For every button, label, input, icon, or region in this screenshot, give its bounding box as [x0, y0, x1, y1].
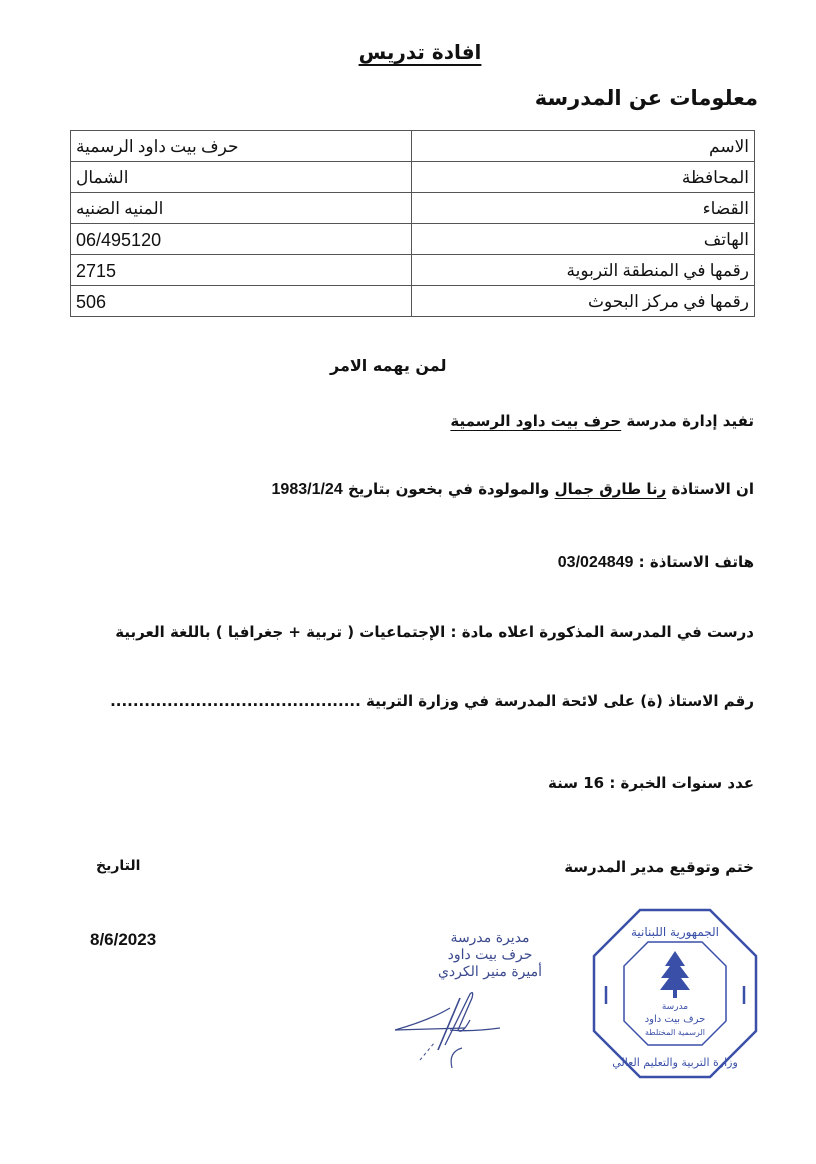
school-info-heading: معلومات عن المدرسة	[534, 86, 758, 110]
signature-label: ختم وتوقيع مدير المدرسة	[564, 858, 754, 876]
handwritten-signature	[390, 990, 510, 1070]
governorate-value: الشمال	[76, 168, 129, 187]
educational-zone-number-value: 2715	[76, 261, 117, 281]
teacher-suffix: والمولودة في بخعون بتاريخ	[342, 480, 555, 498]
cedar-icon	[660, 951, 690, 998]
experience-label: عدد سنوات الخبرة :	[604, 774, 754, 792]
row-label: رقمها في المنطقة التربوية	[412, 255, 755, 286]
row-value	[71, 255, 412, 286]
teacher-phone-label: هاتف الاستاذة :	[633, 553, 754, 571]
teacher-birthdate: 1983/1/24	[271, 481, 343, 498]
research-center-number-value: 506	[76, 292, 107, 312]
row-label: رقمها في مركز البحوث	[412, 286, 755, 317]
stamp-inner-line1: مدرسة	[661, 1002, 689, 1012]
teacher-line	[272, 480, 754, 499]
document-title: افادة تدريس	[358, 40, 482, 64]
teacher-phone-line	[558, 553, 754, 572]
intro-school-name: حرف بيت داود الرسمية	[450, 412, 622, 430]
row-label: الاسم	[412, 131, 755, 162]
table-row	[71, 286, 755, 317]
school-stamp	[590, 906, 760, 1081]
table-row	[71, 255, 755, 286]
table-row	[71, 162, 755, 193]
row-value	[71, 224, 412, 255]
principal-title: مديرة مدرسة	[450, 930, 530, 946]
date-value: 8/6/2023	[90, 930, 157, 949]
district-value: المنيه الضنيه	[76, 199, 164, 218]
experience-value: 16 سنة	[548, 774, 605, 792]
school-info-table	[70, 130, 755, 317]
teacher-phone: 03/024849	[557, 554, 634, 571]
principal-name-stamp	[400, 930, 580, 981]
school-name-value: حرف بيت داود الرسمية	[76, 137, 239, 156]
experience-line	[548, 774, 754, 792]
table-row	[71, 224, 755, 255]
to-whom-heading: لمن يهمه الامر	[330, 356, 447, 375]
date-label: التاريخ	[96, 858, 141, 874]
row-value	[71, 193, 412, 224]
registry-line: رقم الاستاذ (ة) على لائحة المدرسة في وزارة التربية ............................................	[110, 692, 754, 710]
row-value	[71, 162, 412, 193]
table-row	[71, 131, 755, 162]
teacher-name: رنا طارق جمال	[554, 480, 667, 498]
subject-line: درست في المدرسة المذكورة اعلاه مادة : الإجتماعيات ( تربية + جغرافيا ) باللغة العربية	[115, 623, 754, 641]
phone-value: 06/495120	[76, 230, 162, 250]
row-label: القضاء	[412, 193, 755, 224]
stamp-outer-bottom: وزارة التربية والتعليم العالي	[612, 1056, 738, 1069]
principal-name: أميرة منير الكردي	[437, 964, 543, 980]
principal-school: حرف بيت داود	[447, 947, 533, 963]
table-row	[71, 193, 755, 224]
stamp-outer-top: الجمهورية اللبنانية	[630, 925, 720, 939]
row-value	[71, 286, 412, 317]
stamp-inner-line3: الرسمية المختلطة	[644, 1028, 706, 1037]
intro-line	[450, 412, 754, 430]
stamp-inner-line2: حرف بيت داود	[644, 1014, 706, 1025]
row-label: المحافظة	[412, 162, 755, 193]
teacher-prefix: ان الاستاذة	[666, 480, 754, 498]
row-value	[71, 131, 412, 162]
intro-prefix: تفيد إدارة مدرسة	[621, 412, 754, 430]
row-label: الهاتف	[412, 224, 755, 255]
